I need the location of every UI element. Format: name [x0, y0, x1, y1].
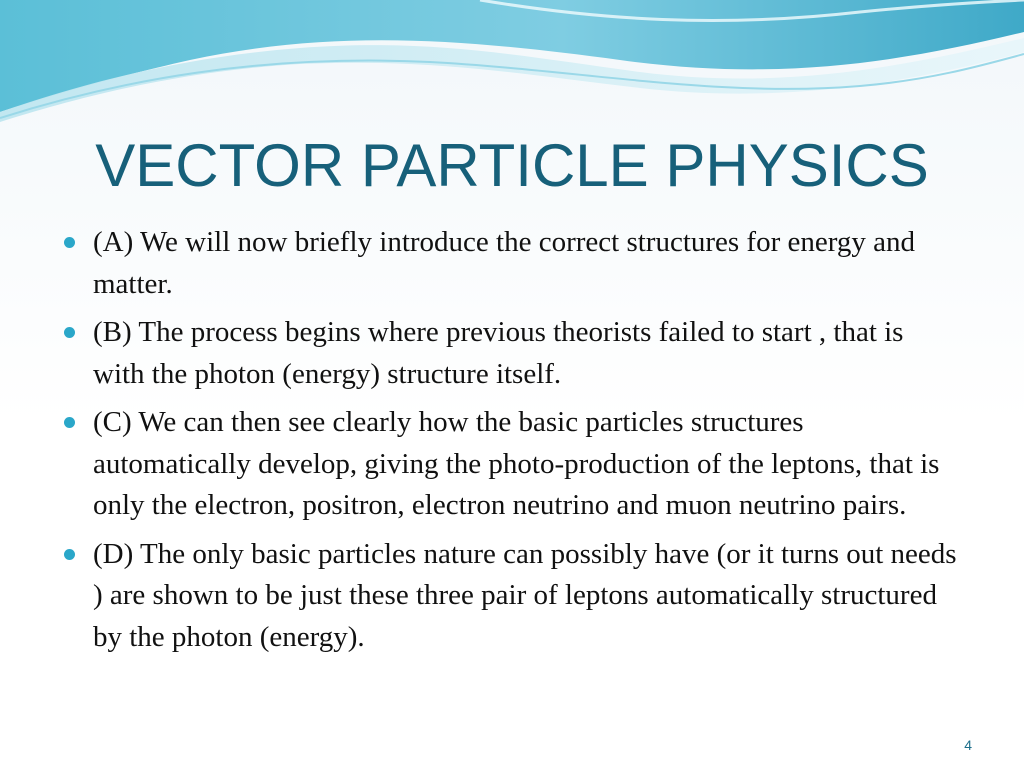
bullet-dot-icon — [64, 549, 75, 560]
bullet-text-c: (C) We can then see clearly how the basic particles structures automatically develop, giving the photo-production of the leptons, that is only the electron, positron, electron neutrino and muon neutrino pairs. — [93, 406, 940, 521]
bullet-dot-icon — [64, 237, 75, 248]
bullet-text-b: (B) The process begins where previous theorists failed to start , that is with the photon (energy) structure itself. — [93, 316, 904, 390]
bullet-dot-icon — [64, 327, 75, 338]
bullet-item-c — [62, 402, 962, 527]
bullet-item-b — [62, 312, 962, 395]
page-number: 4 — [964, 737, 972, 753]
bullet-item-d — [62, 534, 962, 659]
bullet-dot-icon — [64, 417, 75, 428]
bullet-text-a: (A) We will now briefly introduce the correct structures for energy and matter. — [93, 226, 915, 300]
bullet-list — [62, 222, 962, 665]
header-wave-decoration — [0, 0, 1024, 130]
bullet-item-a — [62, 222, 962, 305]
slide-title: VECTOR PARTICLE PHYSICS — [95, 132, 929, 199]
bullet-text-d: (D) The only basic particles nature can possibly have (or it turns out needs ) are shown to be just these three pair of leptons automatically structured by the photon (energy). — [93, 537, 957, 653]
